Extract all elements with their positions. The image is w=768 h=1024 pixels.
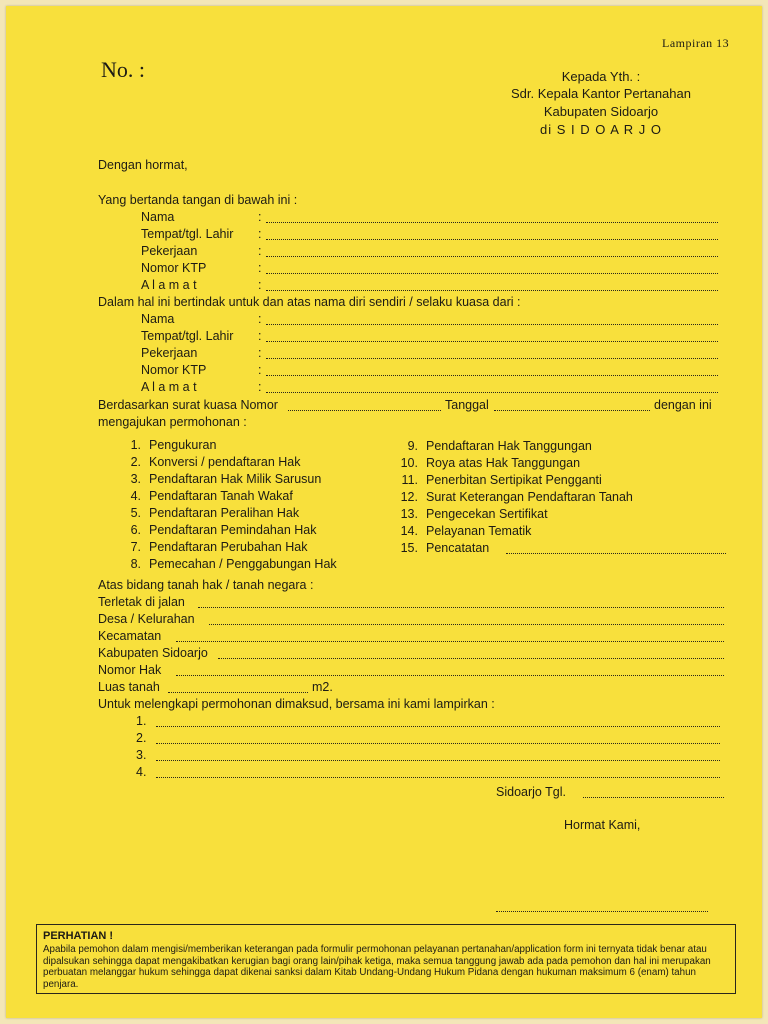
- service-number: 8.: [130, 557, 141, 571]
- service-item[interactable]: [121, 472, 321, 486]
- principal-job-label: Pekerjaan: [141, 346, 198, 360]
- attachment-field-2[interactable]: [156, 743, 720, 744]
- principal-intro: Dalam hal ini bertindak untuk dan atas nama diri sendiri / selaku kuasa dari :: [98, 295, 521, 309]
- service-label: Pendaftaran Hak Milik Sarusun: [149, 472, 322, 486]
- applicant-birth-label: Tempat/tgl. Lahir: [141, 227, 234, 241]
- land-area-unit: m2.: [312, 680, 333, 694]
- right-number-label: Nomor Hak: [98, 663, 162, 677]
- poa-number-field[interactable]: [288, 410, 441, 411]
- attachment-number-4: 4.: [136, 765, 147, 779]
- poa-date-field[interactable]: [494, 410, 650, 411]
- colon: :: [258, 227, 262, 241]
- warning-notice: [36, 924, 736, 994]
- district-field[interactable]: [176, 641, 724, 642]
- attachment-number: Lampiran 13: [662, 36, 730, 50]
- colon: :: [258, 363, 262, 377]
- closing-regards: Hormat Kami,: [564, 818, 641, 832]
- service-number: 13.: [400, 507, 418, 521]
- applicant-name-field[interactable]: [266, 222, 718, 223]
- service-item[interactable]: [398, 473, 602, 487]
- recipient-line-3: Kabupaten Sidoarjo: [543, 104, 659, 119]
- service-number: 4.: [130, 489, 141, 503]
- applicant-job-label: Pekerjaan: [141, 244, 198, 258]
- service-item[interactable]: [398, 439, 592, 453]
- colon: :: [258, 380, 262, 394]
- principal-birth-field[interactable]: [266, 341, 718, 342]
- land-area-field[interactable]: [168, 692, 308, 693]
- applicant-address-label: A l a m a t: [141, 278, 197, 292]
- poa-line-2: mengajukan permohonan :: [98, 415, 247, 429]
- village-label: Desa / Kelurahan: [98, 612, 195, 626]
- service-label: Roya atas Hak Tanggungan: [426, 456, 581, 470]
- service-item[interactable]: [121, 523, 316, 537]
- poa-date-label: Tanggal: [445, 398, 489, 412]
- service-number: 10.: [400, 456, 418, 470]
- street-label: Terletak di jalan: [98, 595, 185, 609]
- service-item[interactable]: [398, 456, 580, 470]
- regency-label: Kabupaten Sidoarjo: [98, 646, 208, 660]
- service-label: Konversi / pendaftaran Hak: [149, 455, 301, 469]
- service-label: Pendaftaran Hak Tanggungan: [426, 439, 592, 453]
- service-label: Pelayanan Tematik: [426, 524, 532, 538]
- principal-address-field[interactable]: [266, 392, 718, 393]
- recipient-line-4: di S I D O A R J O: [539, 122, 663, 137]
- service-number: 5.: [130, 506, 141, 520]
- notice-body: Apabila pemohon dalam mengisi/memberikan keterangan pada formulir permohonan pelayanan pertanahan/application form ini ternyata tidak benar atau dipalsukan sehingga dapat mengakibatkan kerugian bagi orang lain/pihak ketiga, maka semua tanggung jawab ada pada pemohon dan hal ini merupakan perbuatan melanggar hukum sehingga dapat dikenai sanksi dalam Kitab Undang-Undang Hukum Pidana dengan hukuman maksimum 6 (enam) tahun penjara.: [43, 944, 711, 990]
- principal-name-label: Nama: [141, 312, 175, 326]
- colon: :: [258, 210, 262, 224]
- colon: :: [258, 278, 262, 292]
- land-area-label: Luas tanah: [98, 680, 160, 694]
- place-date-label: Sidoarjo Tgl.: [496, 785, 566, 799]
- principal-ktp-field[interactable]: [266, 375, 718, 376]
- applicant-address-field[interactable]: [266, 290, 718, 291]
- attachment-number-1: 1.: [136, 714, 147, 728]
- service-number: 2.: [130, 455, 141, 469]
- applicant-ktp-field[interactable]: [266, 273, 718, 274]
- recipient-line-1: Kepada Yth. :: [561, 69, 641, 84]
- attachment-field-3[interactable]: [156, 760, 720, 761]
- service-item[interactable]: [398, 541, 489, 555]
- attachment-number-3: 3.: [136, 748, 147, 762]
- service-label: Surat Keterangan Pendaftaran Tanah: [426, 490, 633, 504]
- service-label: Pemecahan / Penggabungan Hak: [149, 557, 337, 571]
- attachment-number-2: 2.: [136, 731, 147, 745]
- service-item[interactable]: [398, 507, 548, 521]
- service-label: Pendaftaran Perubahan Hak: [149, 540, 308, 554]
- service-number: 1.: [130, 438, 141, 452]
- service-label: Pencatatan: [426, 541, 490, 555]
- service-number: 14.: [400, 524, 418, 538]
- applicant-name-label: Nama: [141, 210, 175, 224]
- colon: :: [258, 261, 262, 275]
- service-item[interactable]: [121, 489, 293, 503]
- right-number-field[interactable]: [176, 675, 724, 676]
- colon: :: [258, 329, 262, 343]
- signature-field[interactable]: [496, 911, 708, 912]
- principal-name-field[interactable]: [266, 324, 718, 325]
- colon: :: [258, 244, 262, 258]
- attachments-intro: Untuk melengkapi permohonan dimaksud, bersama ini kami lampirkan :: [98, 697, 495, 711]
- colon: :: [258, 346, 262, 360]
- service-number: 7.: [130, 540, 141, 554]
- principal-job-field[interactable]: [266, 358, 718, 359]
- principal-birth-label: Tempat/tgl. Lahir: [141, 329, 234, 343]
- notice-title: PERHATIAN !: [43, 930, 114, 942]
- district-label: Kecamatan: [98, 629, 162, 643]
- attachment-field-1[interactable]: [156, 726, 720, 727]
- service-label: Penerbitan Sertipikat Pengganti: [426, 473, 602, 487]
- poa-prefix: Berdasarkan surat kuasa Nomor: [98, 398, 278, 412]
- principal-address-label: A l a m a t: [141, 380, 197, 394]
- village-field[interactable]: [209, 624, 724, 625]
- land-intro: Atas bidang tanah hak / tanah negara :: [98, 578, 314, 592]
- service-label: Pendaftaran Peralihan Hak: [149, 506, 300, 520]
- attachment-field-4[interactable]: [156, 777, 720, 778]
- service-item[interactable]: [121, 506, 299, 520]
- service-label: Pengecekan Sertifikat: [426, 507, 548, 521]
- date-field[interactable]: [583, 797, 724, 798]
- principal-ktp-label: Nomor KTP: [141, 363, 207, 377]
- service-number: 3.: [130, 472, 141, 486]
- regency-field[interactable]: [218, 658, 724, 659]
- service-number: 6.: [130, 523, 141, 537]
- service-number: 9.: [407, 439, 418, 453]
- service-label: Pengukuran: [149, 438, 217, 452]
- service-item[interactable]: [398, 490, 633, 504]
- service-item[interactable]: [121, 557, 337, 571]
- service-item[interactable]: [121, 540, 307, 554]
- service-item[interactable]: [121, 455, 300, 469]
- applicant-birth-field[interactable]: [266, 239, 718, 240]
- street-field[interactable]: [198, 607, 724, 608]
- form-sheet: [6, 6, 762, 1018]
- applicant-ktp-label: Nomor KTP: [141, 261, 207, 275]
- service-number: 12.: [400, 490, 418, 504]
- greeting: Dengan hormat,: [98, 158, 188, 172]
- service-item[interactable]: [398, 524, 531, 538]
- service-number: 15.: [400, 541, 418, 555]
- service-label: Pendaftaran Tanah Wakaf: [149, 489, 293, 503]
- recipient-line-2: Sdr. Kepala Kantor Pertanahan: [511, 86, 691, 101]
- service-label: Pendaftaran Pemindahan Hak: [149, 523, 317, 537]
- applicant-intro: Yang bertanda tangan di bawah ini :: [98, 193, 298, 207]
- letter-number-label: No. :: [101, 57, 145, 82]
- service-item[interactable]: [121, 438, 216, 452]
- pencatatan-field[interactable]: [506, 553, 726, 554]
- applicant-job-field[interactable]: [266, 256, 718, 257]
- colon: :: [258, 312, 262, 326]
- service-number: 11.: [401, 473, 418, 487]
- poa-suffix: dengan ini: [654, 398, 712, 412]
